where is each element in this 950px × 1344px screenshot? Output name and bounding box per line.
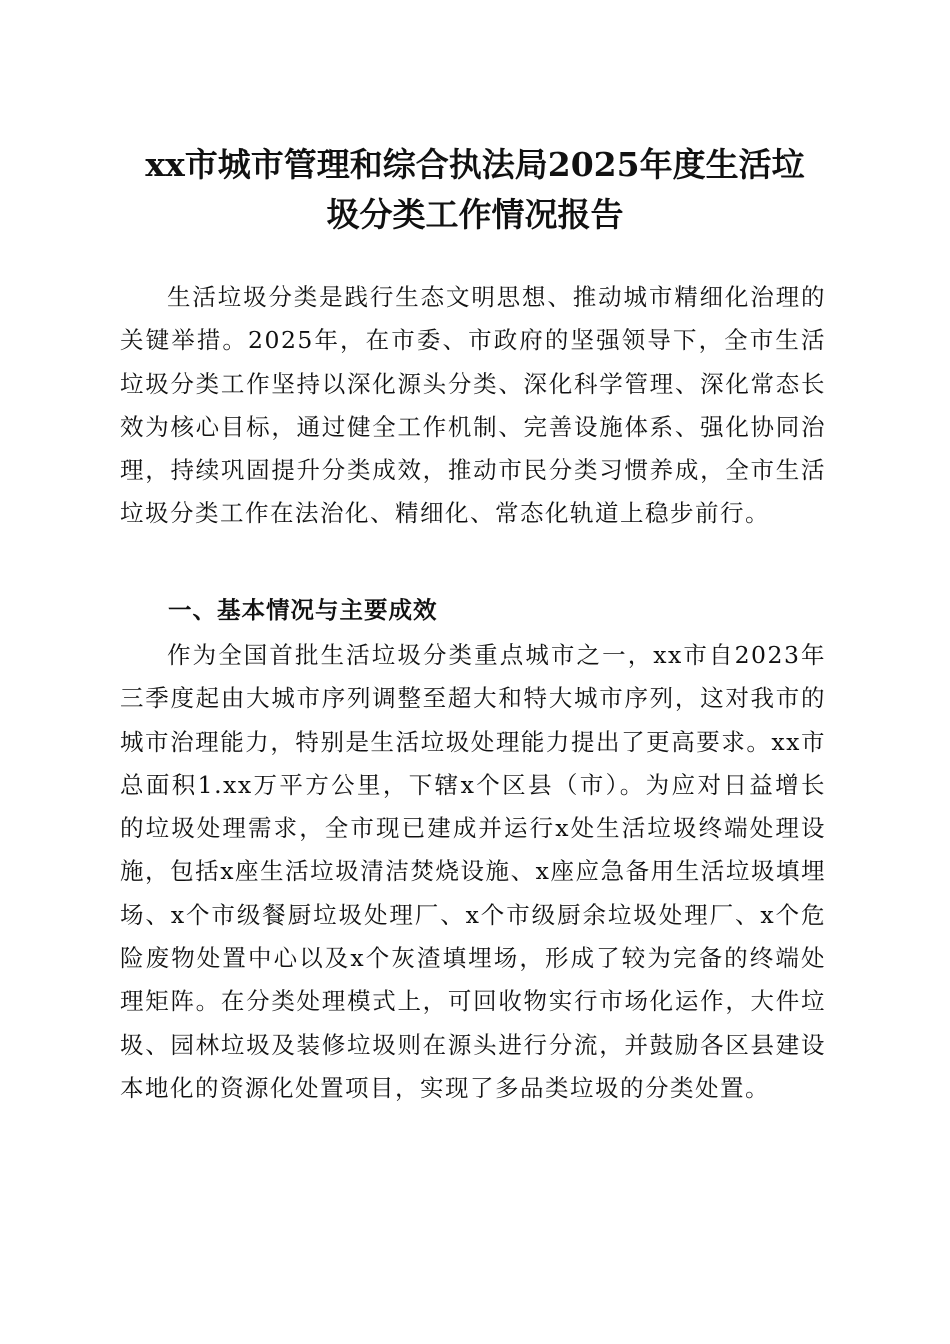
section-1-paragraph: 作为全国首批生活垃圾分类重点城市之一，xx市自2023年三季度起由大城市序列调整至超大和特大城市序列，这对我市的城市治理能力，特别是生活垃圾处理能力提出了更高要求。xx市总面积1.xx万平方公里，下辖x个区县（市）。为应对日益增长的垃圾处理需求，全市现已建成并运行x处生活垃圾终端处理设施，包括x座生活垃圾清洁焚烧设施、x座应急备用生活垃圾填埋场、x个市级餐厨垃圾处理厂、x个市级厨余垃圾处理厂、x个危险废物处置中心以及x个灰渣填埋场，形成了较为完备的终端处理矩阵。在分类处理模式上，可回收物实行市场化运作，大件垃圾、园林垃圾及装修垃圾则在源头进行分流，并鼓励各区县建设本地化的资源化处置项目，实现了多品类垃圾的分类处置。 xyxy=(120,641,826,1102)
section-heading-1: 一、基本情况与主要成效 xyxy=(168,596,438,624)
title-line-2: 圾分类工作情况报告 xyxy=(326,195,624,234)
document-title xyxy=(110,140,840,240)
title-line-1: xx市城市管理和综合执法局2025年度生活垃 xyxy=(145,145,805,184)
intro-paragraph: 生活垃圾分类是践行生态文明思想、推动城市精细化治理的关键举措。2025年，在市委、市政府的坚强领导下，全市生活垃圾分类工作坚持以深化源头分类、深化科学管理、深化常态长效为核心目标，通过健全工作机制、完善设施体系、强化协同治理，持续巩固提升分类成效，推动市民分类习惯养成，全市生活垃圾分类工作在法治化、精细化、常态化轨道上稳步前行。 xyxy=(120,283,826,528)
